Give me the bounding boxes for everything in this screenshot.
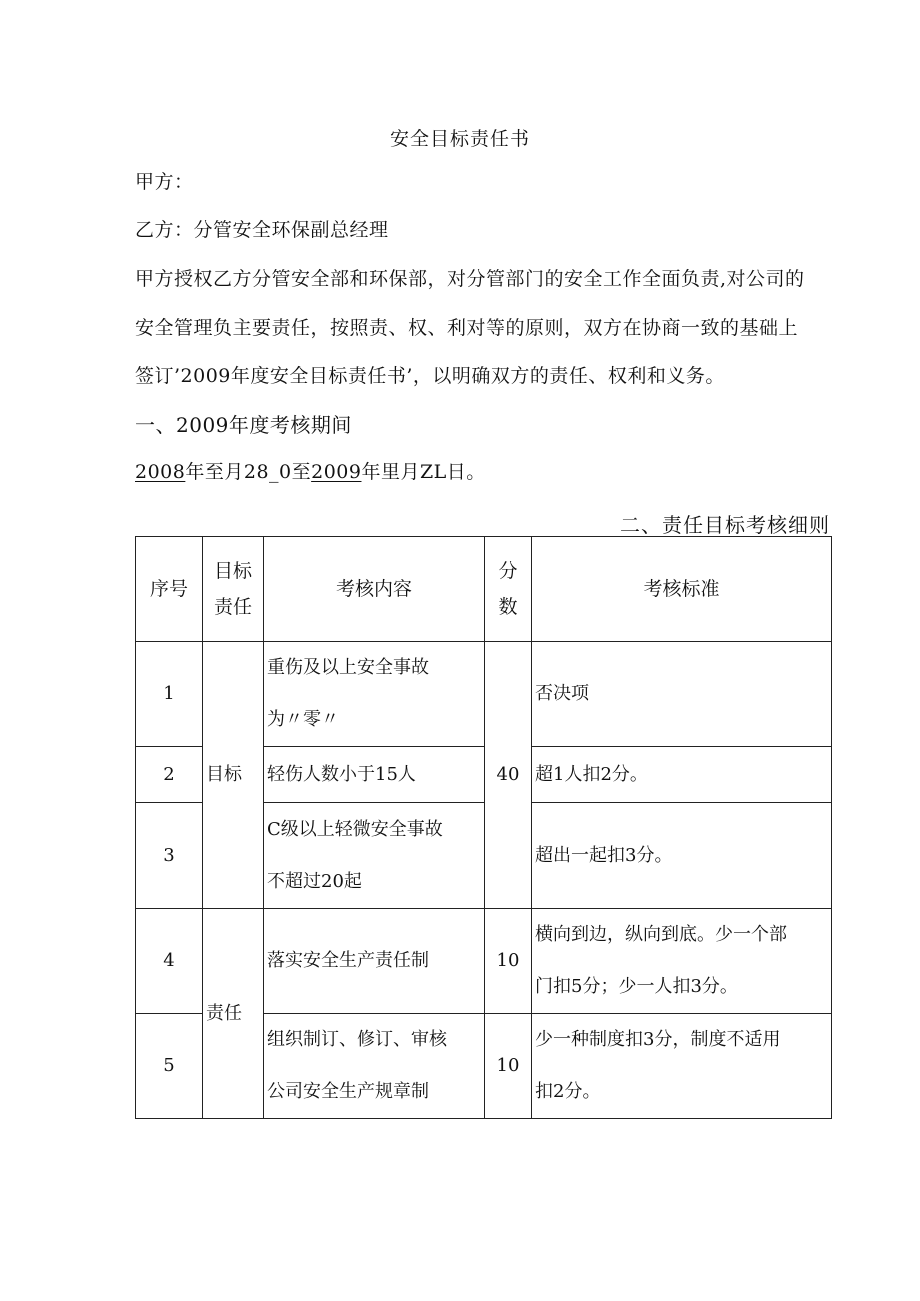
period-year-end: 2009 <box>311 461 362 483</box>
group-score-cell: 40 <box>485 642 532 909</box>
header-score <box>485 537 532 642</box>
party-b: 乙方：分管安全环保副总经理 <box>135 219 389 241</box>
row-seq: 4 <box>136 909 203 1014</box>
row-seq: 3 <box>136 803 203 909</box>
party-a: 甲方： <box>135 171 194 193</box>
row-standard-line-1: 少一种制度扣3分，制度不适用 <box>535 1029 781 1050</box>
row-content-line-2: 不超过20起 <box>267 870 362 892</box>
header-standard: 考核标准 <box>532 537 832 642</box>
table-row <box>136 909 832 1014</box>
row-standard: 超出一起扣3分。 <box>532 803 832 909</box>
period-line <box>135 457 486 484</box>
table-row <box>136 642 832 747</box>
row-content-line-2: 为〃零〃 <box>267 709 339 730</box>
row-content-line-1: C级以上轻微安全事故 <box>267 818 443 840</box>
row-content <box>264 803 485 909</box>
row-standard <box>532 1014 832 1119</box>
row-content-line-1: 重伤及以上安全事故 <box>267 657 429 678</box>
header-target-line: 目标 <box>213 560 252 582</box>
row-standard-line-1: 横向到边，纵向到底。少一个部 <box>535 924 787 945</box>
intro-line-2: 安全管理负主要责任，按照责、权、利对等的原则，双方在协商一致的基础上 <box>135 317 799 339</box>
intro-line-3: 签订’2009年度安全目标责任书’，以明确双方的责任、权利和义务。 <box>135 365 725 387</box>
row-seq: 2 <box>136 747 203 803</box>
row-content <box>264 642 485 747</box>
period-text-1: 年至月28_0至 <box>185 461 312 483</box>
row-content-line-2: 公司安全生产规章制 <box>267 1081 429 1102</box>
table-header-row <box>136 537 832 642</box>
header-score-line-1: 分 <box>498 560 518 582</box>
assessment-table <box>135 536 832 1119</box>
header-score-line-2: 数 <box>498 596 518 618</box>
row-seq: 1 <box>136 642 203 747</box>
period-text-2: 年里月ZL日。 <box>361 461 486 483</box>
group-duty-cell: 责任 <box>203 909 264 1119</box>
row-standard-line-2: 门扣5分；少一人扣3分。 <box>535 976 738 997</box>
row-content: 轻伤人数小于15人 <box>264 747 485 803</box>
row-standard-line-2: 扣2分。 <box>535 1081 601 1102</box>
row-content: 落实安全生产责任制 <box>264 909 485 1014</box>
row-content-line-1: 组织制订、修订、审核 <box>267 1029 447 1050</box>
intro-line-1: 甲方授权乙方分管安全部和环保部，对分管部门的安全工作全面负责,对公司的 <box>135 268 805 290</box>
header-duty-line: 责任 <box>213 596 252 618</box>
header-content: 考核内容 <box>264 537 485 642</box>
row-content <box>264 1014 485 1119</box>
period-year-start: 2008 <box>135 461 186 483</box>
row-score: 10 <box>485 1014 532 1119</box>
section-heading-period: 一、2009年度考核期间 <box>135 413 352 437</box>
header-target-duty <box>203 537 264 642</box>
group-target-cell: 目标 <box>203 642 264 909</box>
section-heading-rules: 二、责任目标考核细则 <box>620 513 830 537</box>
row-standard: 超1人扣2分。 <box>532 747 832 803</box>
document-title: 安全目标责任书 <box>389 128 530 150</box>
row-score: 10 <box>485 909 532 1014</box>
header-seq: 序号 <box>136 537 203 642</box>
row-standard <box>532 909 832 1014</box>
row-seq: 5 <box>136 1014 203 1119</box>
row-standard: 否决项 <box>532 642 832 747</box>
